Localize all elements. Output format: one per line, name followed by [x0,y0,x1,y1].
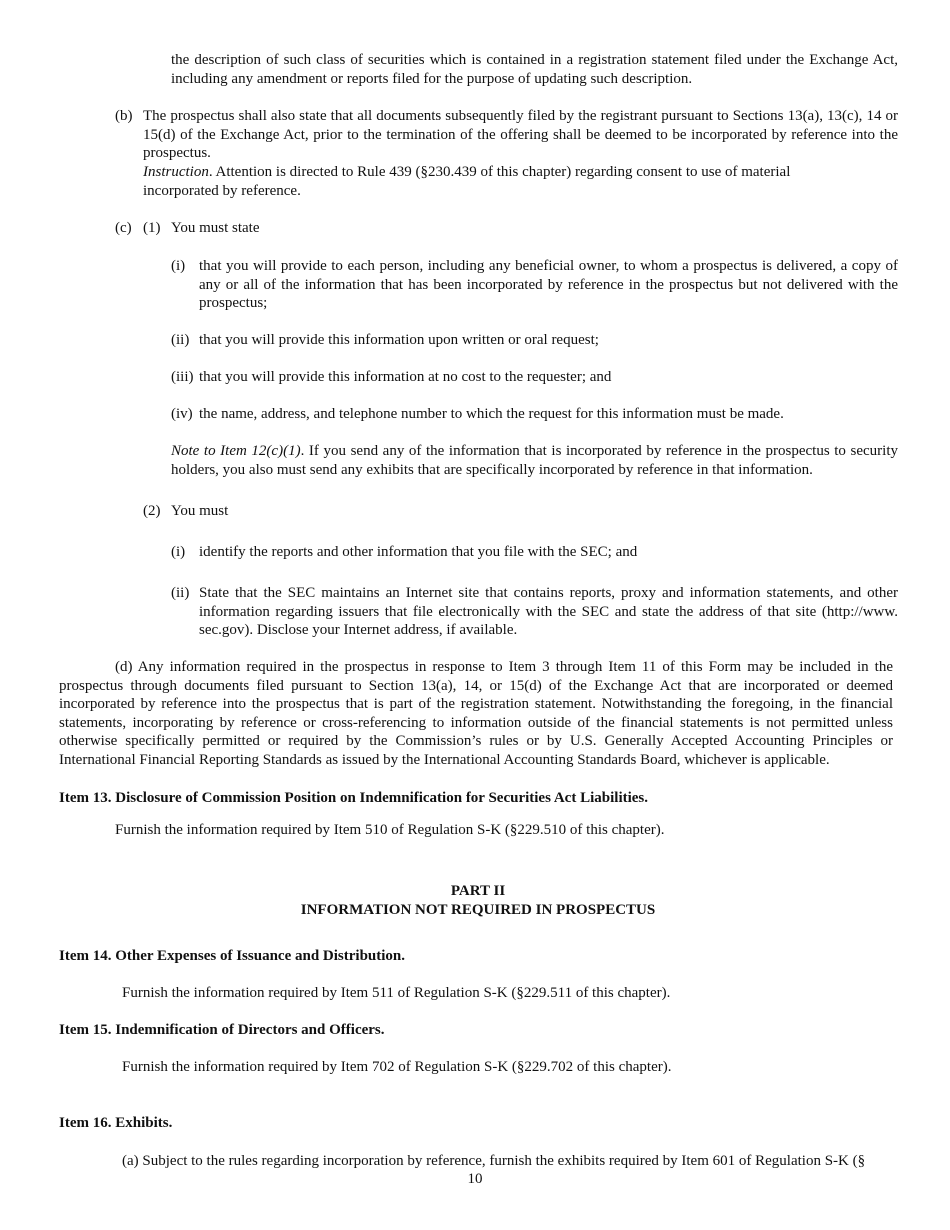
item16-text: (a) Subject to the rules regarding incorporation by reference, furnish the exhibits required by Item 601 of Regulation S-K (§ [122,1153,866,1169]
part2-subtitle: INFORMATION NOT REQUIRED IN PROSPECTUS [300,902,656,918]
instruction-label: Instruction [143,164,209,180]
item-c1-ii-text: that you will provide this information upon written or oral request; [199,332,599,348]
item-c2-label: (2) [143,503,161,519]
instruction-text: . Attention is directed to Rule 439 (§230.439 of this chapter) regarding consent to use of material incorporated by reference. [143,164,791,199]
item-c1-i-text: that you will provide to each person, including any beneficial owner, to whom a prospectus is delivered, a copy of any or all of the information that has been incorporated by reference in the prospectus but not delivered with the prospectus; [199,258,898,311]
item-b-instruction [143,163,833,200]
page-number: 10 [467,1171,483,1187]
note-label: Note to Item 12(c)(1) [171,443,301,459]
item-c1-iii-text: that you will provide this information at no cost to the requester; and [199,369,612,385]
item-c1-iv-text: the name, address, and telephone number to which the request for this information must be made. [199,406,784,422]
item-c1-i-label: (i) [171,258,186,274]
item13-heading: Item 13. Disclosure of Commission Position on Indemnification for Securities Act Liabilities. [59,790,649,806]
item15-text: Furnish the information required by Item 702 of Regulation S-K (§229.702 of this chapter). [122,1059,672,1075]
item-c1-label: (1) [143,220,161,236]
item16-heading: Item 16. Exhibits. [59,1115,173,1131]
note-text: . If you send any of the information that is incorporated by reference in the prospectus to security holders, you also must send any exhibits that are specifically incorporated by reference in that information. [171,443,898,478]
item-c2-ii-text: State that the SEC maintains an Internet site that contains reports, proxy and information statements, and other information regarding issuers that file electronically with the SEC and state the address of that site (http://www. sec.gov). Disclose your Internet address, if available. [199,585,898,638]
part2-title: PART II [450,883,506,899]
item15-heading: Item 15. Indemnification of Directors and Officers. [59,1022,385,1038]
item13-text: Furnish the information required by Item 510 of Regulation S-K (§229.510 of this chapter). [115,822,665,838]
item-c1-text: You must state [171,220,260,236]
item-b-text: The prospectus shall also state that all documents subsequently filed by the registrant pursuant to Sections 13(a), 13(c), 14 or 15(d) of the Exchange Act, prior to the termination of the offering shall be deemed to be incorporated by reference into the prospectus. [143,108,898,161]
item-c2-ii-label: (ii) [171,585,190,601]
continuation-paragraph: the description of such class of securities which is contained in a registration statement filed under the Exchange Act, including any amendment or reports filed for the purpose of updating such description. [171,52,898,87]
item-c1-iii-label: (iii) [171,369,194,385]
item-c2-i-label: (i) [171,544,186,560]
item-c-label: (c) [115,220,132,236]
item14-text: Furnish the information required by Item 511 of Regulation S-K (§229.511 of this chapter). [122,985,671,1001]
item-c2-i-text: identify the reports and other information that you file with the SEC; and [199,544,638,560]
note-paragraph [171,442,898,479]
item-c2-text: You must [171,503,229,519]
item-d-paragraph: (d) Any information required in the prospectus in response to Item 3 through Item 11 of this Form may be included in the prospectus through documents filed pursuant to Section 13(a), 14, or 15(d) of the Exchange Act that are incorporated or deemed incorporated by reference into the prospectus that is part of the registration statement. Notwithstanding the foregoing, in the financial statements, incorporating by reference or cross-referencing to information outside of the financial statements is not permitted unless otherwise specifically permitted or required by the Commission’s rules or by U.S. Generally Accepted Accounting Principles or International Financial Reporting Standards as issued by the International Accounting Standards Board, whichever is applicable. [59,659,893,768]
item-c1-ii-label: (ii) [171,332,190,348]
item14-heading: Item 14. Other Expenses of Issuance and Distribution. [59,948,406,964]
item-b-label: (b) [115,108,133,124]
item-c1-iv-label: (iv) [171,406,193,422]
